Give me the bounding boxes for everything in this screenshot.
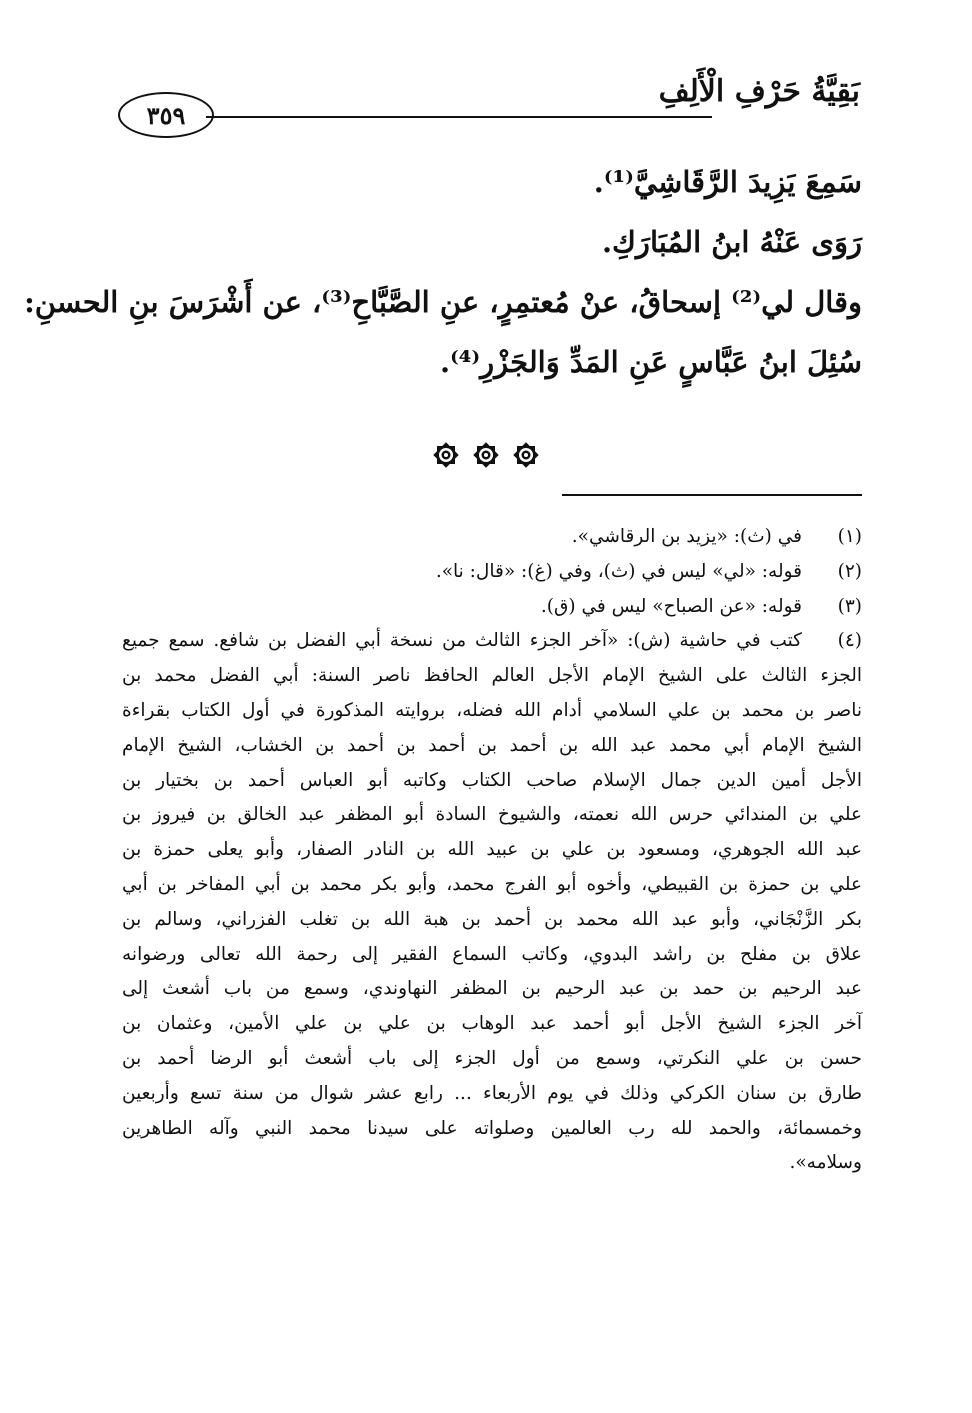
footnote [122, 555, 862, 590]
octagram-flower-icon [431, 440, 461, 470]
footnote-line: طارق بن سنان الكركي وذلك في يوم الأربعاء ... رابع عشر شوال من سنة تسع وأربعين [122, 1082, 862, 1104]
footnote-line: وسلامه». [789, 1152, 862, 1174]
footnote-marker: (٤) [837, 630, 862, 652]
running-title: بَقِيَّةُ حَرْفِ الْأَلِفِ [658, 74, 860, 109]
footnote-line: علي بن حمزة بن القبيطي، وأخوه أبو الفرج محمد، وأبو بكر محمد بن أبي المفاخر بن أبي [122, 873, 862, 895]
footnote [122, 520, 862, 555]
main-text-line: سَمِعَ يَزِيدَ الرَّقَاشِيَّ⁽¹⁾. [593, 165, 862, 199]
footnote-line: ناصر بن محمد بن علي السلامي أدام الله فضله، بروايته المذكورة في أول الكتاب بقراءة [122, 699, 862, 721]
main-text-line: سُئِلَ ابنُ عَبَّاسٍ عَنِ المَدِّ وَالجَزْرِ⁽⁴⁾. [440, 345, 862, 379]
footnote-line: عبد الرحيم بن حمد بن عبد الرحيم بن المظفر النهاوندي، وسمع من باب أشعث إلى [122, 978, 862, 1000]
page-header [118, 70, 860, 150]
main-text-line: وقال لي⁽²⁾ إسحاقُ، عنْ مُعتمِرٍ، عنِ الصَّبَّاحِ⁽³⁾، عن أَشْرَسَ بنِ الحسنِ: [24, 285, 862, 319]
footnote-line: حسن بن علي النكرتي، وسمع من أول الجزء إلى باب أشعث أبو الرضا أحمد بن [122, 1047, 862, 1069]
footnote-rule [562, 494, 862, 496]
footnote-line: بكر الزَّنْجَاني، وأبو عبد الله محمد بن أحمد بن هبة الله بن تغلب الفزراني، وسالم بن [122, 908, 862, 930]
footnote-text: في (ث): «يزيد بن الرقاشي». [571, 526, 802, 547]
footnote-line: الأجل أمين الدين جمال الإسلام صاحب الكتاب وكاتبه أبو العباس أحمد بن بختيار بن [122, 769, 862, 791]
footnote-marker: (٢) [837, 560, 862, 582]
footnote-line: وخمسمائة، والحمد لله رب العالمين وصلواته على سيدنا محمد النبي وآله الطاهرين [122, 1117, 862, 1139]
footnote-line: علاق بن مفلح بن راشد البدوي، وكاتب السماع الفقير إلى رحمة الله تعالى ورضوانه [122, 943, 862, 965]
footnote [122, 590, 862, 625]
footnote-text: قوله: «عن الصباح» ليس في (ق). [540, 595, 802, 617]
header-rule [206, 116, 712, 118]
section-ornament [0, 440, 972, 470]
footnote-line: كتب في حاشية (ش): «آخر الجزء الثالث من نسخة أبي الفضل بن شافع. سمع جميع [122, 630, 802, 652]
octagram-flower-icon [471, 440, 501, 470]
footnotes [122, 520, 862, 1181]
page-number: ٣٥٩ [146, 100, 186, 130]
page-number-frame [118, 92, 214, 138]
footnote-marker: (٣) [837, 595, 862, 617]
octagram-flower-icon [511, 440, 541, 470]
footnote-line: عبد الله الجوهري، ومسعود بن علي بن عبيد الله بن النادر الصفار، وأبو يعلى حمزة بن [122, 839, 862, 861]
main-text-line: رَوَى عَنْهُ ابنُ المُبَارَكِ. [601, 225, 862, 259]
footnote-long [122, 624, 862, 1181]
footnote-text: قوله: «لي» ليس في (ث)، وفي (غ): «قال: نا». [435, 560, 802, 582]
main-text [24, 152, 862, 392]
footnote-line: آخر الجزء الشيخ الأجل أبو أحمد عبد الوهاب بن علي بن علي الأمين، وعثمان بن [122, 1013, 862, 1035]
footnote-line: الشيخ الإمام أبي محمد عبد الله بن أحمد بن أحمد بن أحمد بن الخشاب، الشيخ الإمام [122, 734, 862, 756]
footnote-marker: (١) [837, 526, 862, 547]
footnote-line: علي بن المندائي حرس الله نعمته، والشيوخ السادة أبو المظفر عبد الخالق بن فيروز بن [122, 804, 862, 826]
footnote-line: الجزء الثالث على الشيخ الإمام الأجل العالم الحافظ ناصر السنة: أبي الفضل محمد بن [122, 665, 862, 687]
